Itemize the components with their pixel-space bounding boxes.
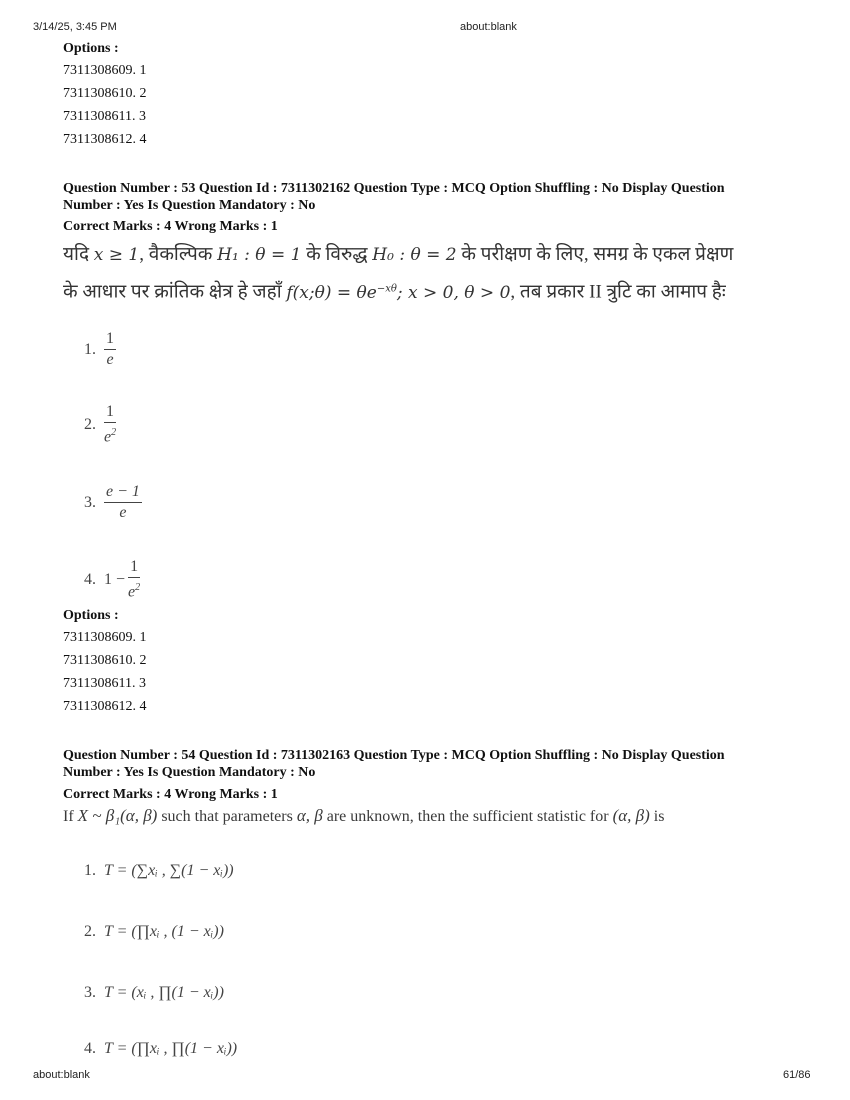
q53-word: के विरुद्ध [306,244,368,265]
q54-option-2: 2. T = (∏xᵢ , (1 − xᵢ)) [84,923,224,940]
q53-math: f(x;θ) = $\theta e^{-x\theta}$; x > 0, θ > 0 [286,282,511,303]
q54-header-line1: Question Number : 54 Question Id : 7311302163 Question Type : MCQ Option Shuffling : No Display Question [63,748,725,763]
q53-word: के आधार पर क्रांतिक क्षेत्र हे जहाँ [63,281,282,303]
prev-option-id: 7311308611. 3 [63,109,146,124]
q54-header [63,747,803,781]
q53-option-3: 3. $\frac{e - 1}{e}$ [84,483,140,521]
q53-options-label: Options : [63,608,119,623]
q53-text-line1 [63,240,733,270]
prev-option-id: 7311308610. 2 [63,86,147,101]
q53-header [63,180,803,214]
q53-word: , वैकल्पिक [139,244,213,265]
q53-header-line2: Number : Yes Is Question Mandatory : No [63,198,316,213]
q53-text-line2 [63,274,726,308]
q53-option-1: 1. $\frac{1}{e}$ [84,330,114,368]
q53-option-id: 7311308612. 4 [63,699,147,714]
q54-option-4: 4. T = (∏xᵢ , ∏(1 − xᵢ)) [84,1040,238,1057]
q53-word: यदि [63,244,90,265]
print-footer-url: about:blank [33,1069,90,1081]
q54-math: X ~ β₁(α, β) [77,806,158,825]
q54-text: If X ~ β₁(α, β) such that parameters α, β are unknown, then the sufficient statistic for (α, β) is [63,806,665,825]
prev-option-id: 7311308612. 4 [63,132,147,147]
prev-option-id: 7311308609. 1 [63,63,147,78]
q53-math: H₀ : θ = 2 [372,245,457,265]
q53-option-4: 4. 1 − $\frac{1}{e^2}$ [84,558,141,601]
q53-header-line1: Question Number : 53 Question Id : 7311302162 Question Type : MCQ Option Shuffling : No Display Question [63,181,725,196]
q54-math: α, β [296,806,323,825]
print-title: about:blank [460,21,517,33]
q54-marks: Correct Marks : 4 Wrong Marks : 1 [63,787,278,802]
q53-option-id: 7311308611. 3 [63,676,146,691]
q53-marks: Correct Marks : 4 Wrong Marks : 1 [63,219,278,234]
q54-math: (α, β) [612,806,650,825]
q54-header-line2: Number : Yes Is Question Mandatory : No [63,765,316,780]
q53-word: , तब प्रकार II त्रुटि का आमाप हैः [510,281,726,303]
print-page-number: 61/86 [783,1069,811,1081]
q54-option-3: 3. T = (xᵢ , ∏(1 − xᵢ)) [84,984,224,1001]
q53-option-2: 2. $\frac{1}{e^2}$ [84,403,117,446]
print-datetime: 3/14/25, 3:45 PM [33,21,117,33]
q53-word: के परीक्षण के लिए, समग्र के एकल प्रेक्षण [461,244,734,265]
q53-option-id: 7311308609. 1 [63,630,147,645]
q53-math: x ≥ 1 [93,245,140,265]
q53-option-id: 7311308610. 2 [63,653,147,668]
prev-options-label: Options : [63,41,119,56]
q54-option-1: 1. T = (∑xᵢ , ∑(1 − xᵢ)) [84,862,234,879]
q53-math: H₁ : θ = 1 [217,245,302,265]
